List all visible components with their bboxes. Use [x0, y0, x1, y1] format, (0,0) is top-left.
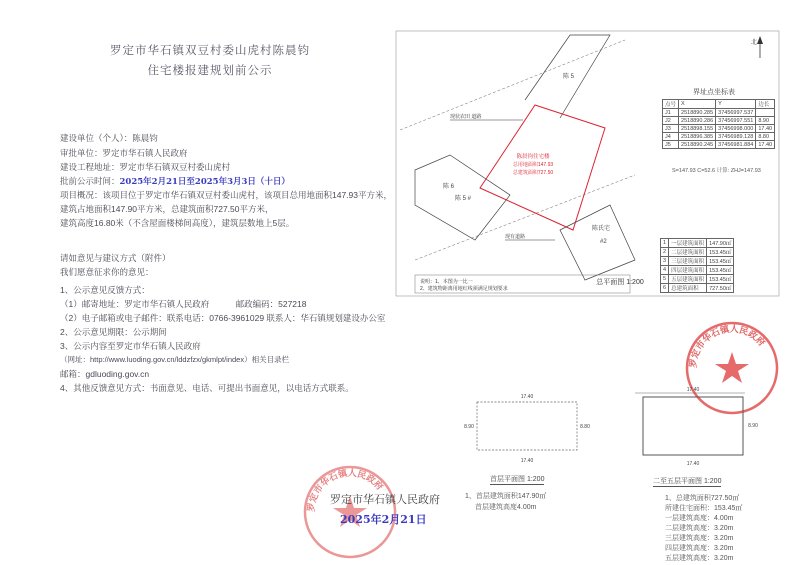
- star-icon: [715, 352, 749, 383]
- feedback-contact: （2）电子邮箱或电子邮件：联系电话：0766-3961029 联系人：华石镇规划建设办公室: [60, 313, 386, 323]
- table-cell: J3: [663, 125, 679, 133]
- floor-plan-upper: [625, 385, 765, 475]
- feedback-item-3: 3、公示内容至罗定市华石镇人民政府: [60, 341, 201, 351]
- table-cell: 727.50㎡: [707, 284, 734, 293]
- notice-period-value: 2025年2月21日至2025年3月3日（十日）: [119, 177, 290, 187]
- table-row: [661, 266, 734, 275]
- road-label: 现有道路: [505, 234, 526, 240]
- table-cell: J4: [663, 133, 679, 141]
- building-height-line: 建筑高度16.80米（不含屋面楼梯间高度），建筑层数地上5层。: [60, 218, 295, 228]
- table-cell: 37456997.551: [716, 117, 756, 125]
- fp2-dim-right: 8.90: [748, 423, 758, 429]
- table-row: [663, 141, 775, 149]
- table-cell: 1: [661, 239, 669, 248]
- address-line: 建设工程地址：罗定市华石镇双豆村委山虎村: [60, 162, 231, 172]
- floor-plan-first-outline: [477, 402, 577, 450]
- floor-plan-upper-outline: [643, 397, 743, 455]
- fp2-note: 所建住宅面积：153.45㎡: [665, 505, 743, 512]
- feedback-item-2: 2、公示意见期限：公示期间: [60, 327, 167, 337]
- feedback-heading: 请如意见与建议方式（附件）: [60, 253, 171, 263]
- building-area-line: 建筑占地面积147.90平方米，总建筑面积727.50平方米，: [60, 204, 274, 214]
- table-cell: 2518896.385: [679, 133, 716, 141]
- table-cell: 147.90㎡: [707, 239, 734, 248]
- signature-date: 2025年2月21日: [340, 513, 427, 526]
- table-row: [663, 109, 775, 117]
- seal-right-text: 罗定市华石镇人民政府: [687, 323, 768, 369]
- fp2-note: 二层建筑高度：3.20m: [665, 525, 734, 532]
- feedback-email[interactable]: 邮箱：gdluoding.gov.cn: [60, 369, 150, 379]
- table-cell: 2: [661, 248, 669, 257]
- table-header-cell: 点号: [663, 100, 679, 109]
- site-label-1: 陈晨钧住宅楼: [516, 154, 550, 160]
- notice-period-line: [60, 175, 290, 187]
- fp2-dim-bottom: 17.40: [686, 461, 700, 467]
- road-dashed-line: [400, 40, 625, 130]
- table-cell: 五层建筑面积: [669, 275, 707, 284]
- table-cell: J1: [663, 109, 679, 117]
- page-title: 罗定市华石镇双豆村委山虎村陈晨钧: [110, 45, 310, 57]
- seal-left-text: 罗定市华石镇人民政府: [305, 467, 386, 513]
- table-header-row: [663, 100, 775, 109]
- fp1-dim-top: 17.40: [520, 394, 534, 400]
- top-road-label: 现状农田 道路: [450, 114, 482, 120]
- feedback-website[interactable]: （网址：http://www.luoding.gov.cn/lddzfzx/gkmlpt/index）相关目录栏: [60, 355, 290, 364]
- legend-line-1: 说明：1、本图为一比一: [420, 279, 473, 285]
- table-cell: 2518890.285: [679, 109, 716, 117]
- site-label-3: 总建筑面积727.50: [512, 170, 554, 176]
- neighbor-left-label: 陈 6: [443, 184, 455, 190]
- area-table: [660, 238, 734, 293]
- feedback-item-4: 4、其他反馈意见方式：书面意见、电话、可提出书面意见，以电话方式联系。: [60, 383, 354, 393]
- table-cell: 37456989.128: [716, 133, 756, 141]
- table-cell: 二层建筑面积: [669, 248, 707, 257]
- feedback-heading-2: 我们愿意征求你的意见：: [60, 267, 154, 277]
- feedback-item-1: 1、公示意见反馈方式：: [60, 285, 150, 295]
- fp1-dim-left: 8.90: [464, 424, 474, 430]
- table-cell: 5: [661, 275, 669, 284]
- floor-plan-first: [455, 390, 595, 480]
- feedback-address: [60, 298, 306, 310]
- plan-title: 总平面图 1:200: [596, 279, 644, 286]
- site-label-2: 总用地面积147.93: [512, 162, 554, 168]
- floor-plan-first-note2: 首层建筑高度4.00m: [475, 504, 537, 511]
- table-row: [661, 239, 734, 248]
- fp2-note: 四层建筑高度：3.20m: [665, 545, 734, 552]
- floor-plan-upper-title: 二至五层平面图 1:200: [653, 478, 722, 485]
- table-cell: 2518890.245: [679, 141, 716, 149]
- north-arrow-head-icon: [757, 36, 763, 44]
- table-header-cell: 边长: [756, 100, 775, 109]
- floor-plan-first-title: 首层平面图 1:200: [490, 476, 545, 483]
- fp2-note: 三层建筑高度：3.20m: [665, 535, 734, 542]
- table-cell: 4: [661, 266, 669, 275]
- table-cell: 三层建筑面积: [669, 257, 707, 266]
- coord-table: [662, 99, 775, 149]
- table-row: [663, 117, 775, 125]
- coord-table-title: 界址点坐标表: [693, 89, 735, 96]
- table-row: [661, 275, 734, 284]
- table-cell: 总建筑面积: [669, 284, 707, 293]
- neighbor-top-label: 陈 5: [563, 74, 575, 80]
- table-cell: 17.40: [756, 141, 775, 149]
- fp1-dim-right: 8.80: [580, 424, 590, 430]
- page-subtitle: 住宅楼报建规划前公示: [147, 65, 273, 77]
- table-row: [663, 133, 775, 141]
- table-cell: 6: [661, 284, 669, 293]
- notice-period-label: 批前公示时间：: [60, 176, 120, 186]
- applicant-line: 建设单位（个人）：陈晨钧: [60, 133, 158, 143]
- plot-label: 陈氏宅: [592, 226, 611, 232]
- table-cell: 一层建筑面积: [669, 239, 707, 248]
- table-cell: J5: [663, 141, 679, 149]
- table-cell: 37456997.537: [716, 109, 756, 117]
- feedback-address-label: （1）邮寄地址：罗定市华石镇人民政府: [60, 299, 210, 309]
- fp2-note: 五层建筑高度：3.20m: [665, 555, 734, 562]
- floor-plan-first-note1: 1、首层建筑面积147.90㎡: [465, 493, 547, 500]
- table-cell: 3: [661, 257, 669, 266]
- table-cell: 153.45㎡: [707, 275, 734, 284]
- plot-sub-label: #2: [600, 239, 607, 245]
- table-cell: 37456998.000: [716, 125, 756, 133]
- table-cell: J2: [663, 117, 679, 125]
- table-header-cell: X: [679, 100, 716, 109]
- north-label: 北: [750, 40, 757, 46]
- signature-org: 罗定市华石镇人民政府: [330, 494, 440, 506]
- neighbor-left2-label: 陈 5 #: [455, 196, 472, 202]
- table-cell: 17.40: [756, 125, 775, 133]
- table-cell: 153.45㎡: [707, 257, 734, 266]
- fp2-dim-top: 17.40: [686, 387, 700, 393]
- table-cell: 37456981.884: [716, 141, 756, 149]
- fp2-note: 1、总建筑面积727.50㎡: [665, 495, 740, 502]
- coord-table-footnote: S=147.93 C=52.6 计算: ZHJ=147.93: [672, 168, 761, 174]
- approval-unit-line: 审批单位：罗定市华石镇人民政府: [60, 148, 188, 158]
- table-cell: 153.45㎡: [707, 266, 734, 275]
- table-cell: 2518890.286: [679, 117, 716, 125]
- table-header-cell: Y: [716, 100, 756, 109]
- fp2-note: 一层建筑高度：4.00m: [665, 515, 734, 522]
- table-cell: 8.90: [756, 117, 775, 125]
- table-row: [661, 248, 734, 257]
- project-summary-line: 项目概况：该项目位于罗定市华石镇双豆村委山虎村，该项目总用地面积147.93平方米，: [60, 190, 393, 200]
- table-cell: 四层建筑面积: [669, 266, 707, 275]
- table-row: [663, 125, 775, 133]
- fp1-dim-bottom: 17.40: [520, 458, 534, 464]
- feedback-postcode: 邮政编码：527218: [235, 299, 307, 309]
- table-cell: 8.80: [756, 133, 775, 141]
- plot-neighbor: [560, 205, 635, 280]
- table-row: [661, 257, 734, 266]
- legend-line-2: 2、建筑物距离用地红线须满足规划要求: [420, 286, 508, 292]
- table-cell: [756, 109, 775, 117]
- table-row: [661, 284, 734, 293]
- table-cell: 2518898.155: [679, 125, 716, 133]
- table-cell: 153.45㎡: [707, 248, 734, 257]
